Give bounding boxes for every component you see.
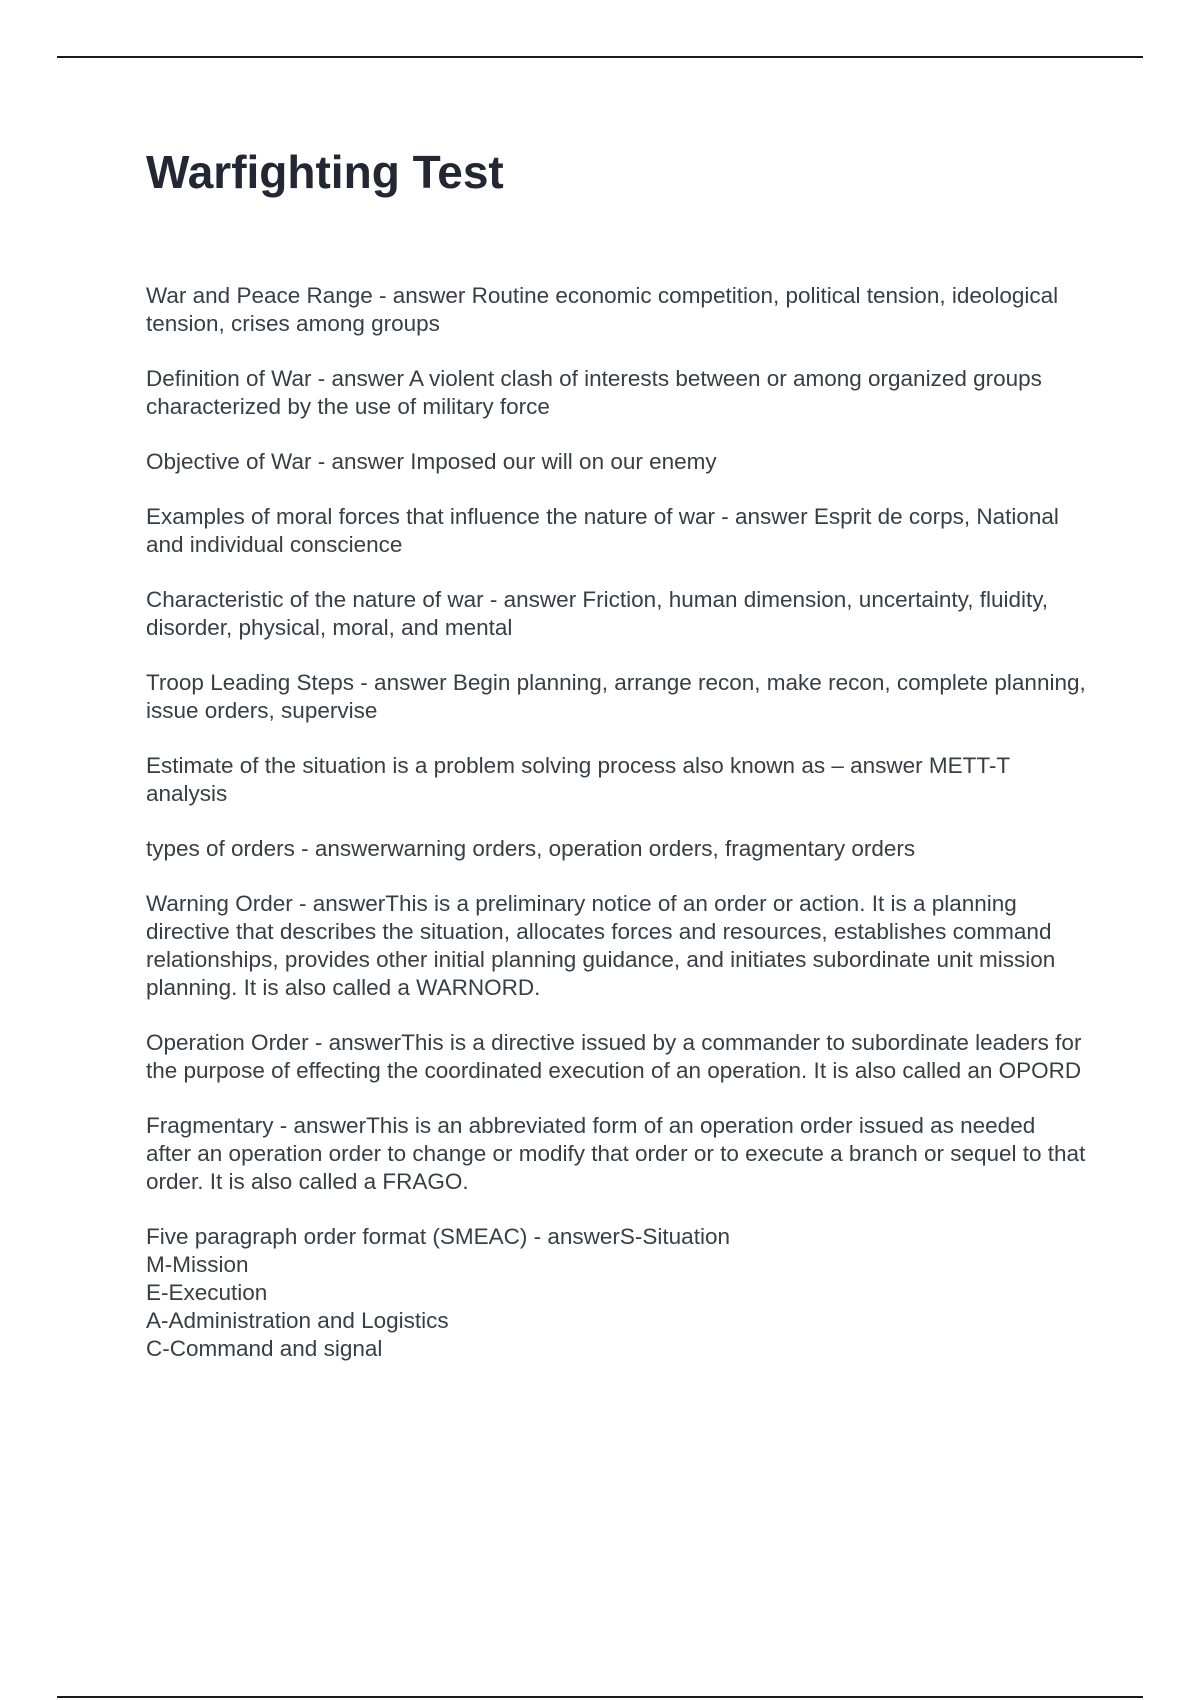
- qa-item-types-of-orders: types of orders - answerwarning orders, operation orders, fragmentary orders: [146, 836, 916, 861]
- qa-item-fragmentary: Fragmentary - answerThis is an abbreviated form of an operation order issued as needed after an operation order to change or modify that order or to execute a branch or sequel to that order. It is also called a FRAGO.: [146, 1113, 1086, 1194]
- qa-item-warning-order: Warning Order - answerThis is a preliminary notice of an order or action. It is a planning directive that describes the situation, allocates forces and resources, establishes command relationships, provides other initial planning guidance, and initiates subordinate unit mission planning. It is also called a WARNORD.: [146, 891, 1056, 1000]
- document-title: Warfighting Test: [146, 146, 504, 198]
- qa-item-objective-of-war: Objective of War - answer Imposed our will on our enemy: [146, 449, 717, 474]
- top-rule: [57, 56, 1143, 58]
- qa-item-troop-leading-steps: Troop Leading Steps - answer Begin planning, arrange recon, make recon, complete planning, issue orders, supervise: [146, 670, 1086, 723]
- document-body: [146, 140, 1086, 1390]
- qa-item-operation-order: Operation Order - answerThis is a directive issued by a commander to subordinate leaders for the purpose of effecting the coordinated execution of an operation. It is also called an OPORD: [146, 1030, 1082, 1083]
- qa-item-smeac: Five paragraph order format (SMEAC) - answerS-Situation M-Mission E-Execution A-Administration and Logistics C-Command and signal: [146, 1224, 730, 1361]
- qa-item-estimate-of-situation: Estimate of the situation is a problem solving process also known as – answer METT-T analysis: [146, 753, 1010, 806]
- qa-item-moral-forces: Examples of moral forces that influence the nature of war - answer Esprit de corps, National and individual conscience: [146, 504, 1059, 557]
- bottom-rule: [57, 1696, 1143, 1698]
- qa-list: [146, 282, 1086, 1363]
- qa-item-nature-of-war: Characteristic of the nature of war - answer Friction, human dimension, uncertainty, fluidity, disorder, physical, moral, and mental: [146, 587, 1049, 640]
- qa-item-definition-of-war: Definition of War - answer A violent clash of interests between or among organized groups characterized by the use of military force: [146, 366, 1042, 419]
- qa-item-war-and-peace-range: War and Peace Range - answer Routine economic competition, political tension, ideological tension, crises among groups: [146, 283, 1059, 336]
